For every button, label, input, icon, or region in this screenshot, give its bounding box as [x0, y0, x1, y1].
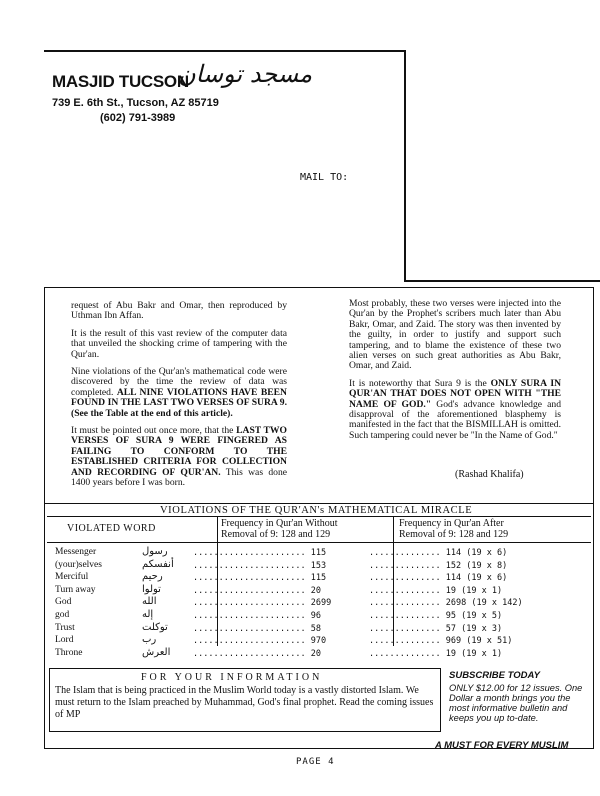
frequency-without-value: 20: [310, 585, 321, 596]
violated-word-arabic: رسول: [142, 546, 168, 557]
table-row: [47, 610, 591, 623]
violated-word-arabic: رب: [142, 634, 157, 646]
table-row: [47, 635, 591, 648]
dot-leader: ......................: [193, 585, 306, 596]
header-after-1: Frequency in Qur'an After: [399, 518, 504, 529]
dot-leader: ..............: [369, 636, 441, 647]
dot-leader: ......................: [193, 598, 306, 609]
table-row: [47, 560, 591, 573]
right-paragraph-2: [349, 379, 561, 441]
left-column: [71, 301, 287, 496]
section-divider: [45, 503, 593, 504]
violated-word: Trust: [55, 622, 75, 633]
frequency-after: [369, 573, 589, 583]
frequency-after: [369, 598, 589, 608]
dot-leader: ..............: [369, 623, 441, 634]
frequency-after: [369, 586, 589, 596]
dot-leader: ......................: [193, 648, 306, 659]
violated-word-arabic: رحيم: [142, 571, 163, 583]
frequency-without-value: 153: [310, 560, 327, 571]
frequency-after: [369, 611, 589, 621]
frequency-without-value: 58: [310, 623, 321, 634]
frequency-without-value: 96: [310, 611, 321, 621]
main-frame: [44, 287, 594, 749]
dot-leader: ......................: [193, 573, 306, 584]
frequency-after-value: 969: [445, 636, 462, 647]
right-paragraph-1: Most probably, these two verses were injected into the Qur'an by the Prophet's scribers much later than Abu Bakr, Omar, and Zaid. The story was then invented by the guilty, in order to justify and support such tampering, and to blame the existence of these two alien verses on such great authorities as Abu Bakr, Omar, and Zaid.: [349, 298, 561, 372]
table-header-rule: [47, 542, 591, 543]
frequency-without: [193, 636, 345, 646]
violated-word: Throne: [55, 647, 83, 658]
frequency-factor: (19 x 1): [461, 585, 503, 596]
dot-leader: ..............: [369, 611, 441, 621]
violated-word-arabic: الله: [142, 596, 157, 608]
table-row: [47, 648, 591, 661]
violated-word-arabic: توكلت: [142, 621, 168, 633]
frequency-factor: (19 x 6): [466, 573, 508, 584]
subscribe-title: SUBSCRIBE TODAY: [449, 670, 540, 681]
table-row: [47, 585, 591, 598]
violated-word: god: [55, 610, 70, 620]
dot-leader: ..............: [369, 598, 441, 609]
dot-leader: ......................: [193, 560, 306, 571]
frequency-after: [369, 548, 589, 558]
frequency-without: [193, 598, 345, 608]
must-for-every-muslim: A MUST FOR EVERY MUSLIM: [435, 740, 569, 751]
table-row: [47, 572, 591, 585]
frequency-without: [193, 573, 345, 583]
frequency-after-value: 114: [445, 548, 462, 558]
mail-to-label: MAIL TO:: [300, 172, 349, 183]
masjid-name: MASJID TUCSON: [52, 72, 189, 91]
violated-word: Lord: [55, 635, 74, 646]
header-without-2: Removal of 9: 128 and 129: [221, 529, 331, 540]
right-paragraph-2-bold: ONLY SURA IN QUR'AN THAT DOES NOT OPEN WITH "THE NAME OF GOD.": [349, 377, 561, 410]
table-row: [47, 623, 591, 636]
violated-word: God: [55, 597, 72, 608]
right-paragraph-2-text: It is noteworthy that Sura 9 is the: [349, 377, 487, 389]
frequency-factor: (19 x 3): [461, 623, 503, 634]
frequency-without-value: 20: [310, 648, 321, 659]
dot-leader: ......................: [193, 623, 306, 634]
dot-leader: ......................: [193, 611, 306, 621]
frequency-after-value: 152: [445, 560, 462, 571]
right-paragraph-2-end: God's advance knowledge and disapproval of the aforementioned blasphemy is manifested in the fact that the BISMILLAH is omitted. Such tampering could never be "In the Name of God.": [349, 398, 562, 441]
left-paragraph-1: request of Abu Bakr and Omar, then reproduced by Uthman Ibn Affan.: [71, 300, 287, 322]
frequency-without-value: 115: [310, 548, 327, 558]
violated-word: Merciful: [55, 572, 89, 583]
violated-word-arabic: تولوا: [142, 583, 161, 595]
table-row: [47, 597, 591, 610]
frequency-without: [193, 611, 345, 621]
frequency-after-value: 19: [445, 585, 457, 596]
page-number: PAGE 4: [296, 757, 335, 767]
violated-word-arabic: إله: [142, 609, 154, 620]
frequency-after-value: 2698: [445, 598, 467, 609]
left-paragraph-4-bold: LAST TWO VERSES OF SURA 9 WERE FINGERED AS FAILING TO CONFORM TO THE ESTABLISHED CRITERIA FOR COLLECTION AND RECORDING OF QUR'AN.: [71, 425, 287, 478]
frequency-factor: (19 x 1): [461, 648, 503, 659]
frequency-after-value: 114: [445, 573, 462, 584]
left-paragraph-4: [71, 426, 287, 488]
dot-leader: ......................: [193, 636, 306, 647]
table-title: VIOLATIONS OF THE QUR'AN's MATHEMATICAL MIRACLE: [160, 505, 473, 516]
info-text: The Islam that is being practiced in the Muslim World today is a vastly distorted Islam. We must return to the Islam preached by Muhammad, God's final prophet. Read the coming issues of MP: [55, 685, 434, 720]
right-column: [349, 299, 561, 448]
left-paragraph-3-bold: ALL NINE VIOLATIONS HAVE BEEN FOUND IN THE LAST TWO VERSES OF SURA 9. (See the Table at the end of this article).: [71, 386, 287, 419]
frequency-factor: (19 x 51): [466, 636, 513, 647]
left-paragraph-3-text: Nine violations of the Qur'an's mathematical code were discovered by the time the review of data was completed.: [71, 366, 287, 398]
info-title: FOR YOUR INFORMATION: [141, 672, 323, 683]
frequency-without: [193, 586, 345, 596]
header-rule: [404, 280, 600, 282]
frequency-without-value: 2699: [310, 598, 332, 609]
left-paragraph-4-end: This was done 1400 years before I was born.: [71, 466, 288, 489]
arabic-logo: مسجد توسان: [178, 60, 313, 88]
frequency-after-value: 19: [445, 648, 457, 659]
frequency-after: [369, 649, 589, 659]
street-address: 739 E. 6th St., Tucson, AZ 85719: [52, 97, 219, 109]
dot-leader: ..............: [369, 560, 441, 571]
violated-word-arabic: أنفسكم: [142, 558, 174, 570]
header-violated-word: VIOLATED WORD: [67, 523, 156, 534]
author-signature: (Rashad Khalifa): [455, 469, 524, 480]
frequency-after: [369, 624, 589, 634]
frequency-factor: (19 x 6): [466, 548, 508, 558]
dot-leader: ..............: [369, 585, 441, 596]
violated-word-arabic: العرش: [142, 646, 171, 658]
frequency-after: [369, 561, 589, 571]
violated-word: Messenger: [55, 547, 97, 557]
frequency-without: [193, 561, 345, 571]
frequency-factor: (19 x 5): [461, 611, 503, 621]
left-paragraph-3: [71, 367, 287, 419]
left-paragraph-2: It is the result of this vast review of the computer data that unveiled the shocking crime of tampering with the Qur'an.: [71, 327, 287, 360]
table-row: [47, 547, 591, 560]
violated-word: Turn away: [55, 584, 96, 595]
frequency-factor: (19 x 142): [471, 598, 523, 609]
violated-word: (your)selves: [55, 559, 102, 570]
dot-leader: ..............: [369, 548, 441, 558]
frequency-after: [369, 636, 589, 646]
table-top-rule: [47, 516, 591, 517]
phone-number: (602) 791-3989: [100, 112, 176, 124]
frequency-without: [193, 548, 345, 558]
subscribe-text: ONLY $12.00 for 12 issues. One Dollar a month brings you the most informative bulletin and keeps you up to-date.: [449, 683, 583, 723]
frequency-factor: (19 x 8): [466, 560, 508, 571]
left-paragraph-4-text: It must be pointed out once more, that the: [71, 425, 234, 437]
dot-leader: ..............: [369, 648, 441, 659]
frequency-after-value: 57: [445, 623, 457, 634]
dot-leader: ..............: [369, 573, 441, 584]
frequency-without: [193, 624, 345, 634]
frequency-without-value: 115: [310, 573, 327, 584]
frequency-after-value: 95: [445, 611, 457, 621]
header-after-2: Removal of 9: 128 and 129: [399, 529, 509, 540]
frequency-without: [193, 649, 345, 659]
frequency-without-value: 970: [310, 636, 327, 647]
dot-leader: ......................: [193, 548, 306, 558]
header-without-1: Frequency in Qur'an Without: [221, 518, 338, 529]
